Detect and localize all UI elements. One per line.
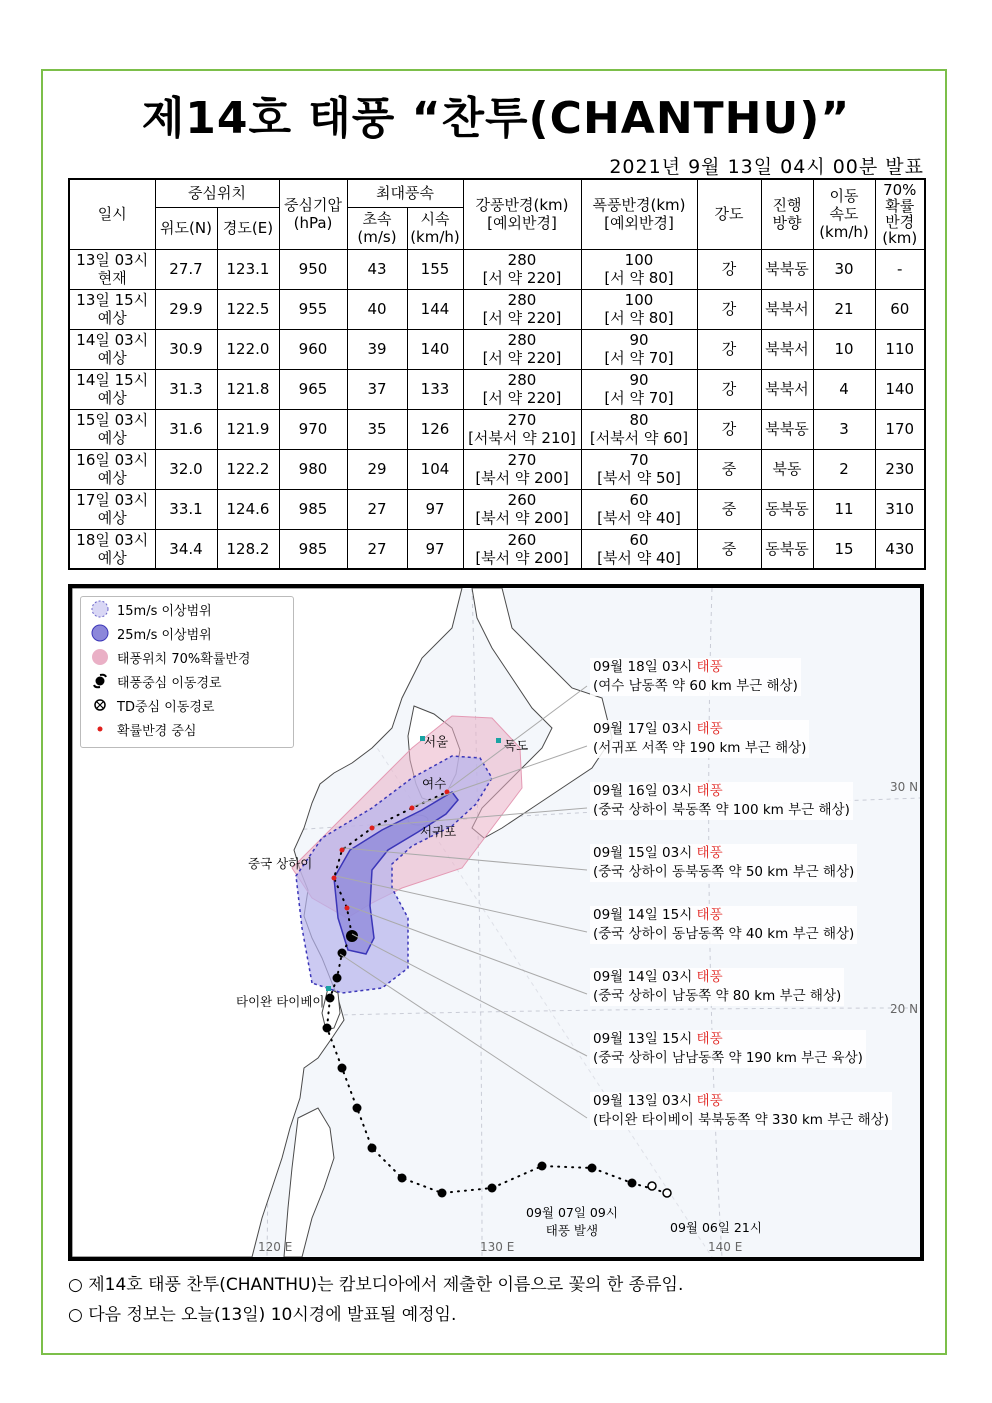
cell-time: 13일 15시 예상 [69, 289, 155, 329]
cell-hpa: 985 [279, 489, 347, 529]
notes [68, 1270, 683, 1330]
place-seogwipo: 서귀포 [420, 824, 457, 839]
annotation-location: (서귀포 서쪽 약 190 km 부근 해상) [593, 740, 807, 756]
cell-lon: 122.5 [217, 289, 279, 329]
annotation-datetime: 09월 14일 03시 [593, 969, 697, 985]
annotation-location: (타이완 타이베이 북북동쪽 약 330 km 부근 해상) [593, 1112, 889, 1128]
track-annotation [590, 782, 853, 820]
table-row [69, 409, 925, 449]
annotation-location: (중국 상하이 동남동쪽 약 40 km 부근 해상) [593, 926, 855, 942]
cell-prob: 60 [875, 289, 925, 329]
cell-hpa: 950 [279, 249, 347, 289]
cell-speed: 30 [813, 249, 875, 289]
cell-dir: 동북동 [761, 489, 813, 529]
header-lat: 위도(N) [155, 207, 217, 249]
cell-gale: 280 [서 약 220] [463, 369, 581, 409]
cell-intensity: 중 [697, 529, 761, 569]
grid-label-20n: 20 N [890, 1002, 919, 1016]
cell-kmh: 133 [407, 369, 463, 409]
typhoon-track-map [68, 584, 924, 1261]
cell-kmh: 104 [407, 449, 463, 489]
map-legend [80, 596, 294, 748]
issued-time: 2021년 9월 13일 04시 00분 발표 [609, 156, 924, 178]
annotation-time [593, 968, 841, 987]
genesis-status: 태풍 발생 [545, 1223, 599, 1238]
cell-intensity: 중 [697, 449, 761, 489]
light-purple-circle-icon [89, 600, 111, 618]
cell-dir: 북북서 [761, 329, 813, 369]
cell-speed: 2 [813, 449, 875, 489]
cell-speed: 11 [813, 489, 875, 529]
cell-dir: 북북서 [761, 289, 813, 329]
legend-label: 15m/s 이상범위 [117, 603, 212, 619]
cell-lon: 121.8 [217, 369, 279, 409]
cell-lat: 34.4 [155, 529, 217, 569]
legend-item [81, 669, 293, 693]
cell-time: 14일 15시 예상 [69, 369, 155, 409]
track-annotation [590, 658, 801, 696]
cell-time: 13일 03시 현재 [69, 249, 155, 289]
cell-hpa: 980 [279, 449, 347, 489]
header-datetime: 일시 [69, 179, 155, 249]
cell-dir: 북북서 [761, 369, 813, 409]
cell-prob: 170 [875, 409, 925, 449]
annotation-datetime: 09월 17일 03시 [593, 721, 697, 737]
cell-storm: 60 [북서 약 40] [581, 529, 697, 569]
cell-ms: 43 [347, 249, 407, 289]
track-annotation [590, 906, 857, 944]
grid-label-30n: 30 N [890, 780, 919, 794]
cell-gale: 260 [북서 약 200] [463, 529, 581, 569]
cell-kmh: 97 [407, 529, 463, 569]
cell-gale: 280 [서 약 220] [463, 329, 581, 369]
cell-intensity: 강 [697, 369, 761, 409]
cell-ms: 29 [347, 449, 407, 489]
cell-time: 18일 03시 예상 [69, 529, 155, 569]
annotation-location: (중국 상하이 남남동쪽 약 190 km 부근 육상) [593, 1050, 863, 1066]
cell-lon: 122.2 [217, 449, 279, 489]
cell-time: 14일 03시 예상 [69, 329, 155, 369]
annotation-status: 태풍 [696, 969, 723, 985]
annotation-location: (중국 상하이 남동쪽 약 80 km 부근 해상) [593, 988, 842, 1004]
cell-ms: 39 [347, 329, 407, 369]
cell-time: 17일 03시 예상 [69, 489, 155, 529]
annotation-time [593, 1092, 889, 1111]
cell-lon: 128.2 [217, 529, 279, 569]
pink-circle-icon [89, 648, 111, 666]
annotation-datetime: 09월 13일 15시 [593, 1031, 697, 1047]
legend-label: 25m/s 이상범위 [117, 627, 212, 643]
header-intensity: 강도 [697, 179, 761, 249]
cell-hpa: 970 [279, 409, 347, 449]
annotation-datetime: 09월 14일 15시 [593, 907, 697, 923]
annotation-time [593, 782, 850, 801]
header-prob-radius: 70% 확률 반경 (km) [875, 179, 925, 249]
red-dot-icon [89, 720, 111, 738]
header-maxwind: 최대풍속 [347, 179, 463, 207]
cell-lon: 124.6 [217, 489, 279, 529]
cell-speed: 15 [813, 529, 875, 569]
legend-label: 태풍위치 70%확률반경 [117, 651, 251, 667]
cell-hpa: 960 [279, 329, 347, 369]
place-seoul: 서울 [424, 734, 449, 749]
table-row [69, 529, 925, 569]
annotation-time [593, 720, 806, 739]
cell-lat: 29.9 [155, 289, 217, 329]
annotation-time [593, 906, 854, 925]
cell-time: 16일 03시 예상 [69, 449, 155, 489]
header-ms: 초속 (m/s) [347, 207, 407, 249]
cell-prob: 310 [875, 489, 925, 529]
header-storm-radius: 폭풍반경(km) [예외반경] [581, 179, 697, 249]
cell-intensity: 강 [697, 289, 761, 329]
table-row [69, 249, 925, 289]
cell-storm: 70 [북서 약 50] [581, 449, 697, 489]
legend-item [81, 621, 293, 645]
place-yeosu: 여수 [422, 776, 447, 791]
header-speed: 이동 속도 (km/h) [813, 179, 875, 249]
cell-lat: 27.7 [155, 249, 217, 289]
table-row [69, 329, 925, 369]
cell-storm: 90 [서 약 70] [581, 369, 697, 409]
grid-label-140e: 140 E [708, 1240, 743, 1254]
cell-gale: 280 [서 약 220] [463, 289, 581, 329]
cell-time: 15일 03시 예상 [69, 409, 155, 449]
legend-label: 확률반경 중심 [117, 723, 197, 739]
annotation-datetime: 09월 15일 03시 [593, 845, 697, 861]
annotation-location: (중국 상하이 북동쪽 약 100 km 부근 해상) [593, 802, 850, 818]
cell-prob: 140 [875, 369, 925, 409]
cell-kmh: 144 [407, 289, 463, 329]
cell-ms: 27 [347, 529, 407, 569]
cell-lat: 31.6 [155, 409, 217, 449]
cell-prob: 110 [875, 329, 925, 369]
cell-speed: 10 [813, 329, 875, 369]
annotation-location: (여수 남동쪽 약 60 km 부근 해상) [593, 678, 798, 694]
annotation-status: 태풍 [696, 845, 723, 861]
cell-intensity: 강 [697, 329, 761, 369]
table-row [69, 369, 925, 409]
grid-label-120e: 120 E [258, 1240, 293, 1254]
forecast-table [68, 178, 926, 570]
annotation-status: 태풍 [696, 1093, 723, 1109]
cell-gale: 270 [북서 약 200] [463, 449, 581, 489]
annotation-status: 태풍 [696, 1031, 723, 1047]
cell-prob: 230 [875, 449, 925, 489]
cell-ms: 37 [347, 369, 407, 409]
annotation-status: 태풍 [696, 721, 723, 737]
legend-item [81, 693, 293, 717]
cell-kmh: 140 [407, 329, 463, 369]
legend-label: TD중심 이동경로 [117, 699, 215, 715]
genesis-label [526, 1204, 618, 1240]
cell-prob: - [875, 249, 925, 289]
cell-storm: 100 [서 약 80] [581, 249, 697, 289]
annotation-datetime: 09월 13일 03시 [593, 1093, 697, 1109]
cell-hpa: 955 [279, 289, 347, 329]
cell-ms: 35 [347, 409, 407, 449]
cell-gale: 280 [서 약 220] [463, 249, 581, 289]
header-direction: 진행 방향 [761, 179, 813, 249]
genesis-time: 09월 07일 09시 [526, 1205, 618, 1220]
header-gale-radius: 강풍반경(km) [예외반경] [463, 179, 581, 249]
cell-dir: 동북동 [761, 529, 813, 569]
cell-intensity: 중 [697, 489, 761, 529]
legend-label: 태풍중심 이동경로 [117, 675, 222, 691]
cell-kmh: 97 [407, 489, 463, 529]
cell-hpa: 985 [279, 529, 347, 569]
header-kmh: 시속 (km/h) [407, 207, 463, 249]
header-center: 중심위치 [155, 179, 279, 207]
cell-intensity: 강 [697, 409, 761, 449]
cell-lat: 33.1 [155, 489, 217, 529]
cell-lat: 31.3 [155, 369, 217, 409]
cell-storm: 80 [서북서 약 60] [581, 409, 697, 449]
dark-purple-circle-icon [89, 624, 111, 642]
annotation-datetime: 09월 16일 03시 [593, 783, 697, 799]
note-line: ○ 제14호 태풍 찬투(CHANTHU)는 캄보디아에서 제출한 이름으로 꽃의 한 종류임. [68, 1275, 684, 1295]
cell-lon: 122.0 [217, 329, 279, 369]
cell-storm: 100 [서 약 80] [581, 289, 697, 329]
annotation-time [593, 844, 854, 863]
legend-item [81, 645, 293, 669]
cell-storm: 90 [서 약 70] [581, 329, 697, 369]
cell-dir: 북동 [761, 449, 813, 489]
place-shanghai: 중국 상하이 [248, 856, 313, 871]
cell-lat: 32.0 [155, 449, 217, 489]
typhoon-symbol-icon [89, 672, 111, 690]
cell-intensity: 강 [697, 249, 761, 289]
cell-speed: 3 [813, 409, 875, 449]
note-line: ○ 다음 정보는 오늘(13일) 10시경에 발표될 예정임. [68, 1305, 457, 1325]
annotation-time [593, 1030, 863, 1049]
track-annotation [590, 968, 844, 1006]
cell-lat: 30.9 [155, 329, 217, 369]
table-row [69, 449, 925, 489]
page-title: 제14호 태풍 “찬투(CHANTHU)” [141, 93, 851, 144]
td-symbol-icon [89, 696, 111, 714]
cell-speed: 4 [813, 369, 875, 409]
cell-kmh: 155 [407, 249, 463, 289]
header-pressure: 중심기압 (hPa) [279, 179, 347, 249]
track-annotation [590, 1030, 866, 1068]
annotation-status: 태풍 [696, 907, 723, 923]
table-row [69, 289, 925, 329]
cell-kmh: 126 [407, 409, 463, 449]
legend-item [81, 717, 293, 741]
track-annotation [590, 844, 857, 882]
header-lon: 경도(E) [217, 207, 279, 249]
cell-lon: 123.1 [217, 249, 279, 289]
cell-dir: 북북동 [761, 409, 813, 449]
cell-speed: 21 [813, 289, 875, 329]
annotation-status: 태풍 [696, 783, 723, 799]
place-taipei: 타이완 타이베이 [236, 994, 325, 1009]
cell-hpa: 965 [279, 369, 347, 409]
cell-dir: 북북동 [761, 249, 813, 289]
cell-ms: 40 [347, 289, 407, 329]
legend-item [81, 597, 293, 621]
cell-lon: 121.9 [217, 409, 279, 449]
annotation-time [593, 658, 798, 677]
cell-gale: 260 [북서 약 200] [463, 489, 581, 529]
table-row [69, 489, 925, 529]
annotation-datetime: 09월 18일 03시 [593, 659, 697, 675]
cell-gale: 270 [서북서 약 210] [463, 409, 581, 449]
track-annotation [590, 1092, 892, 1130]
annotation-location: (중국 상하이 동북동쪽 약 50 km 부근 해상) [593, 864, 855, 880]
track-annotation [590, 720, 809, 758]
cell-storm: 60 [북서 약 40] [581, 489, 697, 529]
cell-ms: 27 [347, 489, 407, 529]
grid-label-130e: 130 E [480, 1240, 515, 1254]
start-label: 09월 06일 21시 [670, 1220, 762, 1235]
place-dokdo: 독도 [504, 738, 529, 753]
cell-prob: 430 [875, 529, 925, 569]
annotation-status: 태풍 [696, 659, 723, 675]
